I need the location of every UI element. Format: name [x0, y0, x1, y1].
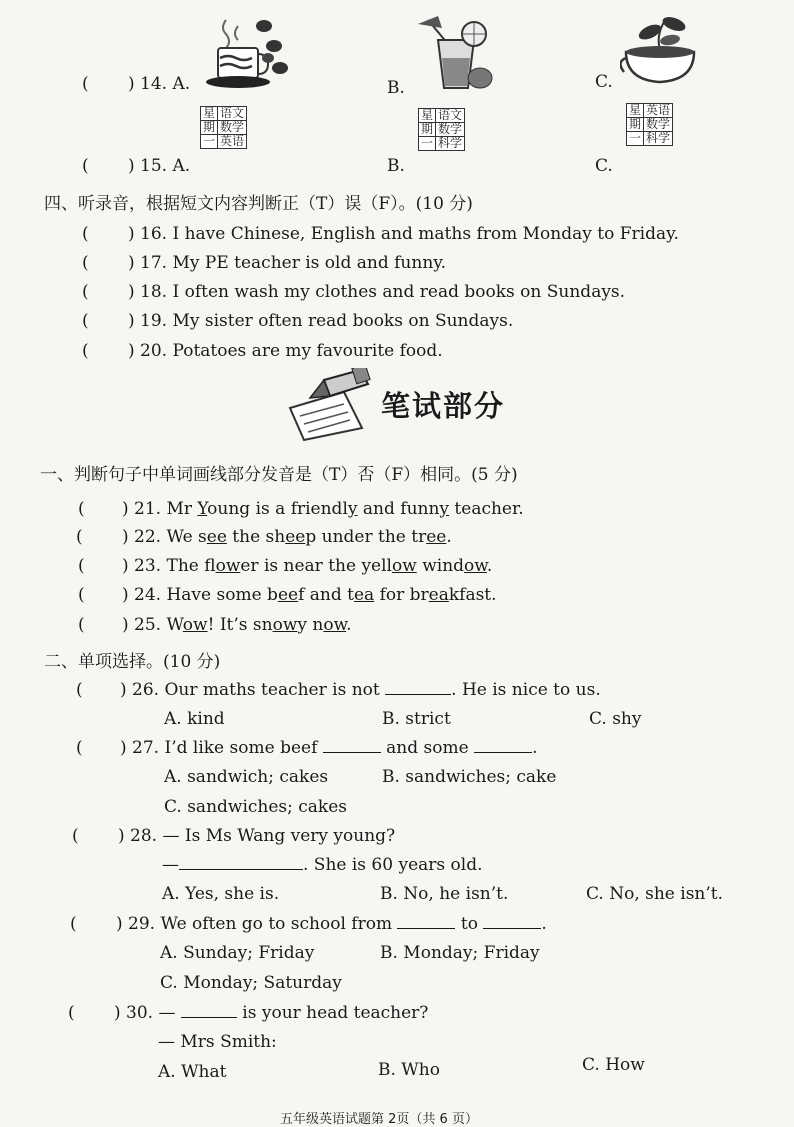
- q14-number: ) 14. A.: [128, 74, 191, 94]
- question-19: ) 19. My sister often read books on Sundays.: [128, 311, 514, 331]
- day-char: 期: [627, 118, 644, 132]
- underlined-letters: ow: [182, 615, 208, 635]
- answer-paren: (: [70, 914, 77, 934]
- subject-cell: 英语: [218, 135, 247, 149]
- schedule-table-a: [200, 106, 247, 149]
- day-char: 期: [419, 123, 436, 137]
- option-b: B. strict: [382, 709, 451, 729]
- question-26: [120, 680, 601, 700]
- day-char: 星: [419, 109, 436, 123]
- q14-option-b-label: B.: [387, 78, 405, 98]
- pencil-paper-icon: [284, 368, 380, 442]
- text-part: to: [460, 914, 478, 934]
- question-17: ) 17. My PE teacher is old and funny.: [128, 253, 447, 273]
- day-char: 一: [201, 135, 218, 149]
- question-28: ) 28. — Is Ms Wang very young?: [118, 826, 396, 846]
- question-28-reply: [162, 855, 482, 875]
- text-part: the sh: [226, 527, 286, 547]
- day-char: 星: [627, 104, 644, 118]
- option-c: C. sandwiches; cakes: [164, 797, 348, 817]
- question-22: [122, 527, 452, 547]
- coffee-cup-picture: [198, 12, 294, 92]
- question-16: ) 16. I have Chinese, English and maths from Monday to Friday.: [128, 224, 679, 244]
- underlined-letters: y: [439, 499, 450, 519]
- underlined-letters: ee: [277, 585, 299, 605]
- answer-paren: (: [82, 224, 89, 244]
- text-part: teacher.: [449, 499, 524, 519]
- text-part: ) 26. Our maths teacher is not: [120, 680, 380, 700]
- underlined-letters: ow: [272, 615, 298, 635]
- answer-paren: (: [68, 1003, 75, 1023]
- option-a: A. What: [158, 1062, 227, 1082]
- text-part: ! It’s sn: [207, 615, 273, 635]
- answer-paren: (: [82, 311, 89, 331]
- subject-cell: 数学: [218, 121, 247, 135]
- question-20: ) 20. Potatoes are my favourite food.: [128, 341, 443, 361]
- written-part-title: 笔试部分: [381, 389, 506, 423]
- text-part: . He is nice to us.: [451, 680, 601, 700]
- subject-cell: 科学: [644, 132, 673, 146]
- orange-juice-picture: [412, 10, 496, 92]
- text-part: ) 30. —: [114, 1003, 176, 1023]
- subject-cell: 科学: [436, 137, 465, 151]
- subject-cell: 语文: [218, 107, 247, 121]
- answer-paren: (: [72, 826, 79, 846]
- question-18: ) 18. I often wash my clothes and read books on Sundays.: [128, 282, 626, 302]
- answer-blank[interactable]: [323, 751, 381, 753]
- underlined-letters: ee: [426, 527, 447, 547]
- answer-blank[interactable]: [181, 1016, 237, 1018]
- text-part: y n: [297, 615, 324, 635]
- answer-blank[interactable]: [385, 693, 451, 695]
- question-27: [120, 738, 538, 758]
- underlined-letters: ow: [215, 556, 241, 576]
- underlined-letters: ow: [392, 556, 417, 576]
- option-b: B. sandwiches; cake: [382, 767, 557, 787]
- text-part: f and t: [298, 585, 354, 605]
- text-part: ) 22. We s: [122, 527, 207, 547]
- text-part: .: [446, 527, 452, 547]
- day-char: 一: [419, 137, 436, 151]
- answer-paren: (: [78, 499, 85, 519]
- text-part: p under the tr: [305, 527, 427, 547]
- tea-cup-picture: [620, 10, 704, 84]
- answer-paren: (: [78, 556, 85, 576]
- text-part: . She is 60 years old.: [303, 855, 483, 875]
- subject-cell: 语文: [436, 109, 465, 123]
- answer-paren: (: [78, 615, 85, 635]
- text-part: and funn: [357, 499, 440, 519]
- option-c: C. How: [582, 1055, 645, 1075]
- underlined-letters: Y: [197, 499, 208, 519]
- text-part: ) 27. I’d like some beef: [120, 738, 318, 758]
- answer-paren: (: [76, 738, 83, 758]
- answer-paren: (: [78, 585, 85, 605]
- option-c: C. Monday; Saturday: [160, 973, 342, 993]
- subject-cell: 数学: [644, 118, 673, 132]
- option-b: B. Who: [378, 1060, 440, 1080]
- option-a: A. Yes, she is.: [162, 884, 280, 904]
- answer-paren: (: [82, 156, 89, 176]
- text-part: .: [541, 914, 547, 934]
- answer-paren: (: [82, 341, 89, 361]
- answer-blank[interactable]: [179, 868, 303, 870]
- question-30-reply: — Mrs Smith:: [158, 1032, 277, 1052]
- answer-blank[interactable]: [397, 927, 455, 929]
- text-part: kfast.: [448, 585, 497, 605]
- underlined-letters: ea: [353, 585, 375, 605]
- text-part: ) 24. Have some b: [122, 585, 278, 605]
- q15-number: ) 15. A.: [128, 156, 191, 176]
- text-part: wind: [416, 556, 465, 576]
- day-char: 期: [201, 121, 218, 135]
- answer-blank[interactable]: [483, 927, 541, 929]
- question-30: [114, 1003, 428, 1023]
- page-footer: 五年级英语试题第 2页（共 6 页）: [280, 1112, 478, 1127]
- subject-cell: 英语: [644, 104, 673, 118]
- text-part: .: [486, 556, 493, 576]
- answer-blank[interactable]: [474, 751, 532, 753]
- day-char: 星: [201, 107, 218, 121]
- answer-paren: (: [82, 253, 89, 273]
- schedule-table-b: [418, 108, 465, 151]
- option-c: C. shy: [589, 709, 642, 729]
- text-part: —: [162, 855, 179, 875]
- text-part: .: [532, 738, 538, 758]
- answer-paren: (: [82, 282, 89, 302]
- day-char: 一: [627, 132, 644, 146]
- answer-paren: (: [82, 74, 89, 94]
- text-part: ) 21. Mr: [122, 499, 198, 519]
- option-a: A. sandwich; cakes: [164, 767, 329, 787]
- question-24: [122, 585, 497, 605]
- text-part: er is near the yell: [240, 556, 392, 576]
- text-part: ) 23. The fl: [122, 556, 216, 576]
- text-part: oung is a friendl: [207, 499, 348, 519]
- option-b: B. No, he isn’t.: [380, 884, 509, 904]
- option-b: B. Monday; Friday: [380, 943, 540, 963]
- q15-option-c-label: C.: [595, 156, 613, 176]
- question-23: [122, 556, 492, 576]
- section-4-heading: 四、听录音，根据短文内容判断正（T）误（F）。(10 分): [44, 194, 473, 214]
- option-a: A. kind: [164, 709, 225, 729]
- part-1-heading: 一、判断句子中单词画线部分发音是（T）否（F）相同。(5 分): [40, 465, 518, 485]
- underlined-letters: ea: [428, 585, 449, 605]
- option-c: C. No, she isn’t.: [586, 884, 724, 904]
- question-25: [122, 615, 352, 635]
- subject-cell: 数学: [436, 123, 465, 137]
- underlined-letters: ow: [464, 556, 487, 576]
- underlined-letters: ee: [206, 527, 227, 547]
- answer-paren: (: [76, 680, 83, 700]
- text-part: .: [346, 615, 352, 635]
- text-part: and some: [386, 738, 469, 758]
- question-21: [122, 499, 524, 519]
- text-part: for br: [374, 585, 429, 605]
- text-part: is your head teacher?: [242, 1003, 429, 1023]
- underlined-letters: ee: [285, 527, 306, 547]
- q14-option-c-label: C.: [595, 72, 613, 92]
- part-2-heading: 二、单项选择。(10 分): [44, 652, 221, 672]
- q15-option-b-label: B.: [387, 156, 405, 176]
- text-part: ) 25. W: [122, 615, 183, 635]
- text-part: ) 29. We often go to school from: [116, 914, 393, 934]
- underlined-letters: ow: [323, 615, 347, 635]
- answer-paren: (: [76, 527, 83, 547]
- underlined-letters: y: [347, 499, 358, 519]
- option-a: A. Sunday; Friday: [160, 943, 315, 963]
- question-29: [116, 914, 547, 934]
- schedule-table-c: [626, 103, 673, 146]
